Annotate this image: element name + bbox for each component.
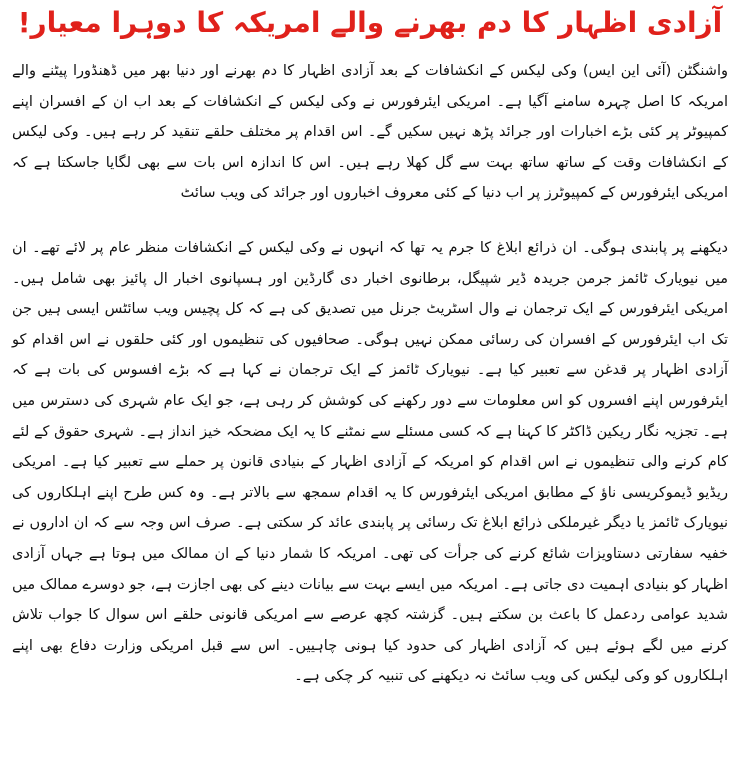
article-headline: آزادی اظہار کا دم بھرنے والے امریکہ کا دوہرا معیار! [17,6,723,39]
article-paragraph: دیکھنے پر پابندی ہوگی۔ ان ذرائع ابلاغ کا جرم یہ تھا کہ انہوں نے وکی لیکس کے انکشافات منظر عام پر لائے تھے۔ ان میں نیویارک ٹائمز جرمن جریدہ ڈیر شپیگل، برطانوی اخبار دی گارڈین اور ہسپانوی اخبار ال پائیز بھی شامل ہیں۔ امریکی ایئرفورس کے ایک ترجمان نے وال اسٹریٹ جرنل میں تصدیق کی ہے کہ کل پچیس ویب سائٹس ایسی ہیں جن تک اب ایئرفورس کے افسران کی رسائی ممکن نہیں ہوگی۔ صحافیوں کی تنظیموں اور کئی حلقوں نے اس اقدام کو آزادی اظہار پر قدغن سے تعبیر کیا ہے۔ نیویارک ٹائمز کے ایک ترجمان نے کہا ہے کہ بڑے افسوس کی بات ہے کہ ایئرفورس اپنے افسروں کو اس معلومات سے دور رکھنے کی کوشش کر رہی ہے، جو ایک عام شہری کی دسترس میں ہے۔ تجزیہ نگار ریکین ڈاکٹر کا کہنا ہے کہ کسی مسئلے سے نمٹنے کا یہ ایک مضحکہ خیز انداز ہے۔ شہری حقوق کے لئے کام کرنے والی تنظیموں نے اس اقدام کو امریکہ کے آزادی اظہار کے بنیادی قانون پر حملے سے تعبیر کیا ہے۔ امریکی ریڈیو ڈیموکریسی ناؤ کے مطابق امریکی ایئرفورس کا یہ اقدام سمجھ سے بالاتر ہے۔ وہ کس طرح اپنے اہلکاروں کی نیویارک ٹائمز یا دیگر غیرملکی ذرائع ابلاغ تک رسائی پر پابندی عائد کر سکتی ہے۔ صرف اس وجہ سے کہ ان اداروں نے خفیہ سفارتی دستاویزات شائع کرنے کی جرأت کی تھی۔ امریکہ کا شمار دنیا کے ان ممالک میں ہوتا ہے جہاں آزادی اظہار کو بنیادی اہمیت دی جاتی ہے۔ امریکہ میں ایسے بہت سے بیانات دینے کی بھی اجازت ہے، جو دوسرے ممالک میں شدید عوامی ردعمل کا باعث بن سکتے ہیں۔ گزشتہ کچھ عرصے سے امریکی قانونی حلقے اس سوال کا جواب تلاش کرنے میں لگے ہوئے ہیں کہ آزادی اظہار کی حدود کیا ہونی چاہییں۔ اس سے قبل امریکی وزارت دفاع بھی اپنے اہلکاروں کو وکی لیکس کی ویب سائٹ نہ دیکھنے کی تنبیہ کر چکی ہے۔ [12,240,728,685]
article-paragraph: واشنگٹن (آئی این ایس) وکی لیکس کے انکشافات کے بعد آزادی اظہار کا دم بھرنے اور دنیا بھر میں ڈھنڈورا پیٹنے والے امریکہ کا اصل چہرہ سامنے آگیا ہے۔ امریکی ایئرفورس نے وکی لیکس کے انکشافات کے بعد اب ان کے افسران اپنے کمپیوٹر پر کئی بڑے اخبارات اور جرائد پڑھ نہیں سکیں گے۔ اس اقدام پر مختلف حلقے تنقید کر رہے ہیں۔ وکی لیکس کے انکشافات وقت کے ساتھ ساتھ بہت سے گل کھلا رہے ہیں۔ اس کا اندازہ اس بات سے بھی لگایا جاسکتا ہے کہ امریکی ایئرفورس کے کمپیوٹرز پر اب دنیا کے کئی معروف اخباروں اور جرائد کی ویب سائٹ [12,63,728,201]
